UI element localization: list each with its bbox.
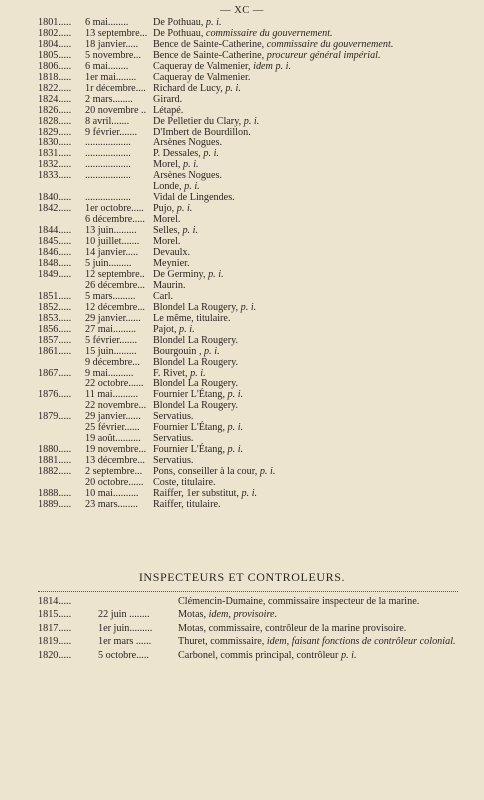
list-item — [38, 651, 458, 662]
entry-date: 1er mai........ — [85, 71, 137, 83]
entry-name-cell — [153, 95, 458, 106]
entry-year: 1804..... — [38, 38, 72, 50]
entry-date: 19 novembre... — [85, 444, 147, 456]
entry-year: 1852..... — [38, 301, 72, 313]
entry-year: 1881..... — [38, 455, 72, 467]
entry-date: 25 février...... — [85, 422, 140, 434]
entry-name: Richard de Lucy, — [153, 82, 223, 94]
entry-name: Morel. — [153, 214, 181, 226]
entry-name: Motas, commissaire, contrôleur de la marine provisoire. — [178, 622, 407, 634]
entry-name: Carbonel, commis principal, contrôleur — [178, 649, 339, 661]
entry-year: 1880..... — [38, 444, 72, 456]
entry-note: idem, provisoire. — [208, 609, 278, 621]
list-item — [38, 637, 458, 648]
entry-date: 5 novembre... — [85, 49, 142, 61]
entry-year: 1802..... — [38, 27, 72, 39]
entry-year: 1845..... — [38, 236, 72, 248]
entry-year: 1846..... — [38, 247, 72, 259]
entry-year: 1842..... — [38, 203, 72, 215]
entry-date: 12 septembre.. — [85, 268, 145, 280]
entry-name-cell — [153, 204, 458, 215]
entry-name-cell — [153, 281, 458, 292]
entry-year: 1856..... — [38, 323, 72, 335]
entry-name: Fournier L'Étang, — [153, 389, 225, 401]
entry-year: 1861..... — [38, 345, 72, 357]
entry-name: Servatius. — [153, 433, 194, 445]
entry-date: 5 février....... — [85, 334, 138, 346]
entry-year: 1830..... — [38, 137, 72, 149]
list-item — [38, 597, 458, 608]
section-title: INSPECTEURS ET CONTROLEURS. — [138, 570, 346, 584]
entry-year: 1826..... — [38, 104, 72, 116]
entry-year: 1824..... — [38, 93, 72, 105]
entry-note: p. i. — [176, 203, 193, 215]
entry-name: Arsènes Nogues. — [153, 170, 223, 182]
entry-name: Selles, — [153, 225, 180, 237]
entry-date: 22 juin ........ — [98, 609, 150, 621]
entry-note: p. i. — [208, 268, 224, 280]
entry-year: 1888..... — [38, 487, 72, 499]
entry-name: Morel, — [153, 159, 181, 171]
entry-date: 8 avril....... — [85, 115, 130, 127]
entry-date: 5 mars......... — [85, 290, 136, 302]
entry-year — [38, 423, 85, 434]
entry-year: 1819..... — [38, 636, 72, 648]
entry-name: Blondel La Rougery, — [153, 301, 239, 313]
list-item — [38, 610, 458, 621]
entry-name: Bourgouin , — [153, 345, 202, 357]
entry-date: 9 décembre... — [85, 356, 140, 368]
entry-name-cell — [153, 248, 458, 259]
entry-date: 2 septembre... — [85, 466, 143, 478]
entry-note: p. i. — [227, 389, 244, 401]
entry-date: 29 janvier...... — [85, 411, 141, 423]
entry-name: Morel. — [153, 236, 181, 248]
entry-year: 1817..... — [38, 622, 72, 634]
entry-year: 1882..... — [38, 466, 72, 478]
entry-name: Devaulx. — [153, 247, 191, 259]
entry-note: p. i. — [227, 444, 244, 456]
entry-name-cell — [153, 226, 458, 237]
entry-year: 1851..... — [38, 290, 72, 302]
entry-name-cell — [153, 445, 458, 456]
entry-date: 5 octobre..... — [98, 649, 149, 661]
entry-date: .................. — [85, 159, 131, 171]
entry-note: p. i. — [190, 367, 206, 379]
entry-date: 15 juin......... — [85, 345, 137, 357]
entry-date: 1er mars ...... — [98, 636, 152, 648]
entry-note: p. i. — [182, 225, 199, 237]
entry-name: Le même, titulaire. — [153, 312, 231, 324]
entry-name: Fournier L'Étang, — [153, 444, 225, 456]
entry-date: 20 novembre .. — [85, 104, 147, 116]
list-item — [38, 171, 458, 182]
entry-date: 13 décembre... — [85, 455, 145, 467]
entry-note: p. i. — [204, 345, 220, 357]
entry-name: Pajot, — [153, 323, 177, 335]
section-divider — [38, 591, 458, 592]
entry-year: 1867..... — [38, 367, 72, 379]
entry-year: 1853..... — [38, 312, 72, 324]
entry-name: Meynier. — [153, 257, 190, 269]
entry-note: p. i. — [225, 82, 241, 94]
entry-date: 23 mars........ — [85, 498, 138, 510]
entry-name-cell — [178, 597, 458, 608]
entry-year: 1849..... — [38, 268, 72, 280]
entry-year: 1822..... — [38, 82, 72, 94]
entry-note: procureur général impérial. — [266, 49, 381, 61]
page-number: — XC — — [220, 5, 264, 16]
entry-year: 1801..... — [38, 17, 72, 28]
entry-name: Létapé. — [153, 104, 184, 116]
entry-year: 1829..... — [38, 126, 72, 138]
appointments-list — [38, 18, 458, 511]
entry-note: commissaire du gouvernement. — [266, 38, 394, 50]
entry-name: Servatius. — [153, 455, 194, 467]
entry-year: 1814..... — [38, 596, 72, 607]
list-item — [38, 358, 458, 369]
entry-year: 1889..... — [38, 498, 72, 510]
entry-name-cell — [153, 500, 458, 511]
entry-name: De Pothuau, — [153, 17, 204, 28]
entry-name: Raiffer, 1er substitut, — [153, 487, 239, 499]
entry-year: 1818..... — [38, 71, 72, 83]
entry-year: 1840..... — [38, 192, 72, 204]
entry-note: p. i. — [205, 17, 222, 28]
entry-note: p. i. — [183, 159, 199, 171]
entry-name: Blondel La Rougery. — [153, 356, 239, 368]
entry-year: 1806..... — [38, 60, 72, 72]
entry-date: .................. — [85, 148, 131, 160]
entry-year: 1832..... — [38, 159, 72, 171]
entry-date: 1er octobre..... — [85, 203, 144, 215]
entry-name: Motas, — [178, 609, 207, 621]
entry-name-cell — [153, 215, 458, 226]
entry-name-cell — [153, 193, 458, 204]
entry-date: 29 janvier...... — [85, 312, 141, 324]
entry-note: p. i. — [179, 323, 195, 335]
entry-name-cell — [178, 637, 458, 648]
entry-name: Caqueray de Valmenier, — [153, 60, 251, 72]
entry-name: Blondel La Rougery. — [153, 334, 239, 346]
entry-name: Pons, conseiller à la cour, — [153, 466, 258, 478]
entry-name: Pujo, — [153, 203, 175, 215]
entry-year: 1876..... — [38, 389, 72, 401]
entry-date: 2 mars........ — [85, 93, 133, 105]
inspectors-list — [38, 597, 458, 664]
entry-date: 20 octobre...... — [85, 477, 144, 489]
entry-note: p. i. — [203, 148, 219, 160]
entry-date: 6 décembre..... — [85, 214, 145, 226]
entry-name: De Pelletier du Clary, — [153, 115, 242, 127]
entry-note: p. i. — [227, 422, 244, 434]
entry-name: Caqueray de Valmenier. — [153, 71, 251, 83]
entry-date: 1r décembre.... — [85, 82, 146, 94]
entry-name: F. Rivet, — [153, 367, 188, 379]
entry-date: 5 juin......... — [85, 257, 132, 269]
entry-name: Fournier L'Étang, — [153, 422, 225, 434]
list-item — [38, 500, 458, 511]
entry-date: 18 janvier..... — [85, 38, 139, 50]
entry-year: 1805..... — [38, 49, 72, 61]
entry-name: Bence de Sainte-Catherine, — [153, 49, 265, 61]
entry-name: Girard. — [153, 93, 183, 105]
entry-date: 27 mai......... — [85, 323, 136, 335]
entry-name: Coste, titulaire. — [153, 477, 216, 489]
entry-name: Clémencin-Dumaine, commissaire inspecteur de la marine. — [178, 596, 420, 607]
entry-date: 13 juin......... — [85, 225, 137, 237]
entry-date: 22 novembre... — [85, 400, 147, 412]
entry-name-cell — [153, 84, 458, 95]
entry-date: 10 mai.......... — [85, 487, 139, 499]
entry-name: De Pothuau, — [153, 27, 204, 39]
entry-name-cell — [153, 401, 458, 412]
entry-year: 1848..... — [38, 257, 72, 269]
entry-date: 26 décembre... — [85, 279, 145, 291]
entry-date: 19 août.......... — [85, 433, 141, 445]
entry-year: 1820..... — [38, 649, 72, 661]
entry-name: Thuret, commissaire, — [178, 636, 265, 648]
entry-name: Blondel La Rougery. — [153, 400, 239, 412]
entry-name: Carl. — [153, 290, 174, 302]
entry-date: 22 octobre...... — [85, 378, 144, 390]
entry-name-cell — [153, 423, 458, 434]
entry-date — [98, 597, 178, 608]
list-item — [38, 347, 458, 358]
entry-year — [38, 358, 85, 369]
entry-date: 9 mai.......... — [85, 367, 134, 379]
entry-date: 10 juillet....... — [85, 236, 140, 248]
entry-year: 1844..... — [38, 225, 72, 237]
list-item — [38, 336, 458, 347]
entry-name: D'Imbert de Bourdillon. — [153, 126, 251, 138]
entry-name: P. Dessales, — [153, 148, 201, 160]
entry-name-cell — [153, 270, 458, 281]
entry-date: .................. — [85, 170, 131, 182]
entry-note: p. i. — [240, 301, 257, 313]
entry-name: Servatius. — [153, 411, 194, 423]
entry-note: p. i. — [259, 466, 276, 478]
entry-name: Vidal de Lingendes. — [153, 192, 235, 204]
entry-name: Maurin. — [153, 279, 186, 291]
entry-note: p. i. — [184, 181, 200, 193]
list-item — [38, 624, 458, 635]
entry-date: 6 mai........ — [85, 60, 129, 72]
entry-note: p. i. — [243, 115, 260, 127]
list-item — [38, 95, 458, 106]
entry-name: Blondel La Rougery. — [153, 378, 239, 390]
entry-name: Bence de Sainte-Catherine, — [153, 38, 265, 50]
entry-date: 12 décembre... — [85, 301, 145, 313]
entry-name-cell — [178, 610, 458, 621]
entry-note: idem p. i. — [253, 60, 292, 72]
entry-date: .................. — [85, 192, 131, 204]
entry-name: De Germiny, — [153, 268, 206, 280]
entry-name: Raiffer, titulaire. — [153, 498, 221, 510]
entry-date: 9 février....... — [85, 126, 138, 138]
entry-year: 1833..... — [38, 170, 72, 182]
entry-name-cell — [153, 237, 458, 248]
entry-name: Londe, — [153, 181, 182, 193]
entry-date: 6 mai........ — [85, 17, 129, 28]
entry-date: .................. — [85, 137, 131, 149]
list-item — [38, 325, 458, 336]
entry-year: 1857..... — [38, 334, 72, 346]
entry-date: 1er juin......... — [98, 622, 153, 634]
entry-year: 1815..... — [38, 609, 72, 621]
entry-date: 14 janvier..... — [85, 247, 139, 259]
entry-date: 13 septembre... — [85, 27, 148, 39]
entry-note: p. i. — [241, 487, 258, 499]
entry-year: 1831..... — [38, 148, 72, 160]
entry-note: idem, faisant fonctions de contrôleur colonial. — [266, 636, 456, 648]
entry-year: 1828..... — [38, 115, 72, 127]
entry-date: 11 mai.......... — [85, 389, 139, 401]
entry-name-cell — [178, 651, 458, 662]
entry-year: 1879..... — [38, 411, 72, 423]
entry-note: p. i. — [340, 649, 357, 661]
entry-note: commissaire du gouvernement. — [205, 27, 333, 39]
entry-name-cell — [178, 624, 458, 635]
entry-name-cell — [153, 314, 458, 325]
entry-name: Arsènes Nogues. — [153, 137, 223, 149]
